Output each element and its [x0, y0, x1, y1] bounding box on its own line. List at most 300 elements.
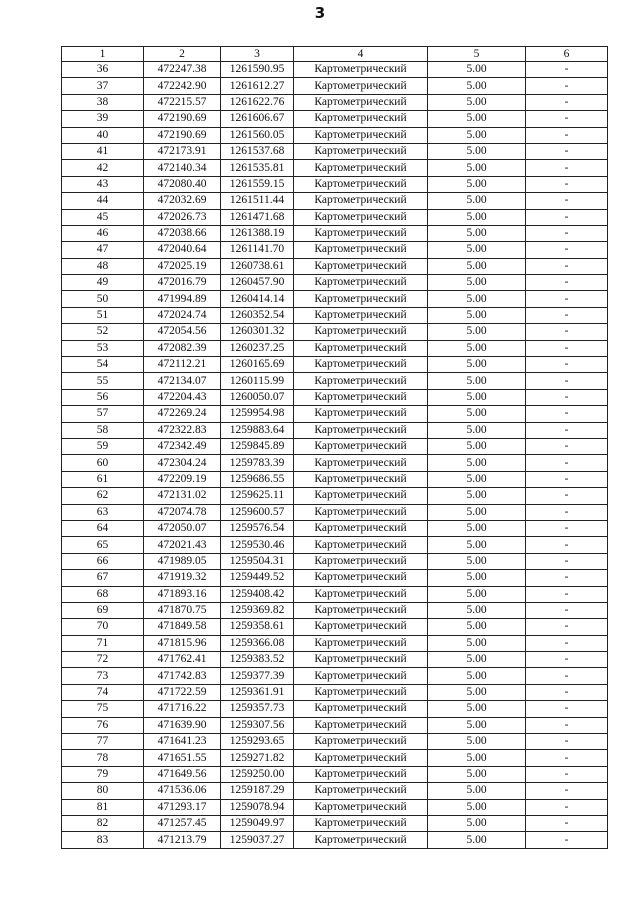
- y-coordinate-cell: 1259250.00: [221, 766, 294, 782]
- table-row: [62, 586, 608, 602]
- y-coordinate-cell: 1261560.05: [221, 127, 294, 143]
- accuracy-cell: 5.00: [428, 488, 526, 504]
- method-cell: Картометрический: [294, 734, 428, 750]
- accuracy-cell: 5.00: [428, 586, 526, 602]
- description-cell: -: [526, 258, 608, 274]
- accuracy-cell: 5.00: [428, 684, 526, 700]
- y-coordinate-cell: 1260301.32: [221, 324, 294, 340]
- description-cell: -: [526, 537, 608, 553]
- description-cell: -: [526, 78, 608, 94]
- x-coordinate-cell: 472025.19: [144, 258, 221, 274]
- point-number-cell: 74: [62, 684, 144, 700]
- method-cell: Картометрический: [294, 307, 428, 323]
- table-row: [62, 553, 608, 569]
- accuracy-cell: 5.00: [428, 127, 526, 143]
- accuracy-cell: 5.00: [428, 275, 526, 291]
- table-row: [62, 209, 608, 225]
- description-cell: -: [526, 225, 608, 241]
- table-row: [62, 455, 608, 471]
- table-row: [62, 799, 608, 815]
- description-cell: -: [526, 111, 608, 127]
- x-coordinate-cell: 471893.16: [144, 586, 221, 602]
- table-row: [62, 389, 608, 405]
- description-cell: -: [526, 389, 608, 405]
- method-cell: Картометрический: [294, 160, 428, 176]
- table-row: [62, 652, 608, 668]
- x-coordinate-cell: 472209.19: [144, 471, 221, 487]
- x-coordinate-cell: 472204.43: [144, 389, 221, 405]
- y-coordinate-cell: 1259078.94: [221, 799, 294, 815]
- x-coordinate-cell: 471742.83: [144, 668, 221, 684]
- point-number-cell: 73: [62, 668, 144, 684]
- point-number-cell: 81: [62, 799, 144, 815]
- description-cell: -: [526, 488, 608, 504]
- point-number-cell: 70: [62, 619, 144, 635]
- accuracy-cell: 5.00: [428, 373, 526, 389]
- x-coordinate-cell: 472269.24: [144, 406, 221, 422]
- point-number-cell: 38: [62, 94, 144, 110]
- y-coordinate-cell: 1260352.54: [221, 307, 294, 323]
- accuracy-cell: 5.00: [428, 242, 526, 258]
- table-row: [62, 62, 608, 78]
- description-cell: -: [526, 504, 608, 520]
- table-row: [62, 176, 608, 192]
- table-body: [62, 62, 608, 849]
- x-coordinate-cell: 472054.56: [144, 324, 221, 340]
- accuracy-cell: 5.00: [428, 438, 526, 454]
- accuracy-cell: 5.00: [428, 701, 526, 717]
- header-row: [62, 47, 608, 62]
- table-row: [62, 127, 608, 143]
- method-cell: Картометрический: [294, 537, 428, 553]
- table-row: [62, 471, 608, 487]
- table-row: [62, 766, 608, 782]
- accuracy-cell: 5.00: [428, 471, 526, 487]
- table-row: [62, 324, 608, 340]
- method-cell: Картометрический: [294, 143, 428, 159]
- x-coordinate-cell: 471716.22: [144, 701, 221, 717]
- y-coordinate-cell: 1259307.56: [221, 717, 294, 733]
- table-row: [62, 78, 608, 94]
- accuracy-cell: 5.00: [428, 734, 526, 750]
- point-number-cell: 78: [62, 750, 144, 766]
- description-cell: -: [526, 127, 608, 143]
- description-cell: -: [526, 799, 608, 815]
- x-coordinate-cell: 471815.96: [144, 635, 221, 651]
- x-coordinate-cell: 472016.79: [144, 275, 221, 291]
- description-cell: -: [526, 815, 608, 831]
- point-number-cell: 62: [62, 488, 144, 504]
- method-cell: Картометрический: [294, 291, 428, 307]
- column-header: 4: [294, 47, 428, 62]
- table-row: [62, 357, 608, 373]
- point-number-cell: 80: [62, 783, 144, 799]
- y-coordinate-cell: 1260457.90: [221, 275, 294, 291]
- description-cell: -: [526, 766, 608, 782]
- table-row: [62, 684, 608, 700]
- point-number-cell: 77: [62, 734, 144, 750]
- accuracy-cell: 5.00: [428, 193, 526, 209]
- accuracy-cell: 5.00: [428, 324, 526, 340]
- table-row: [62, 160, 608, 176]
- description-cell: -: [526, 455, 608, 471]
- description-cell: -: [526, 717, 608, 733]
- table-row: [62, 701, 608, 717]
- x-coordinate-cell: 472215.57: [144, 94, 221, 110]
- point-number-cell: 76: [62, 717, 144, 733]
- point-number-cell: 71: [62, 635, 144, 651]
- y-coordinate-cell: 1261590.95: [221, 62, 294, 78]
- point-number-cell: 69: [62, 602, 144, 618]
- description-cell: -: [526, 438, 608, 454]
- point-number-cell: 45: [62, 209, 144, 225]
- description-cell: -: [526, 406, 608, 422]
- y-coordinate-cell: 1261471.68: [221, 209, 294, 225]
- x-coordinate-cell: 472304.24: [144, 455, 221, 471]
- x-coordinate-cell: 471641.23: [144, 734, 221, 750]
- y-coordinate-cell: 1260165.69: [221, 357, 294, 373]
- y-coordinate-cell: 1259361.91: [221, 684, 294, 700]
- method-cell: Картометрический: [294, 586, 428, 602]
- x-coordinate-cell: 472140.34: [144, 160, 221, 176]
- y-coordinate-cell: 1261511.44: [221, 193, 294, 209]
- y-coordinate-cell: 1259625.11: [221, 488, 294, 504]
- method-cell: Картометрический: [294, 570, 428, 586]
- method-cell: Картометрический: [294, 258, 428, 274]
- point-number-cell: 57: [62, 406, 144, 422]
- y-coordinate-cell: 1261559.15: [221, 176, 294, 192]
- description-cell: -: [526, 783, 608, 799]
- y-coordinate-cell: 1259369.82: [221, 602, 294, 618]
- point-number-cell: 66: [62, 553, 144, 569]
- y-coordinate-cell: 1260738.61: [221, 258, 294, 274]
- x-coordinate-cell: 472247.38: [144, 62, 221, 78]
- x-coordinate-cell: 472050.07: [144, 520, 221, 536]
- x-coordinate-cell: 472032.69: [144, 193, 221, 209]
- method-cell: Картометрический: [294, 520, 428, 536]
- point-number-cell: 51: [62, 307, 144, 323]
- point-number-cell: 64: [62, 520, 144, 536]
- accuracy-cell: 5.00: [428, 717, 526, 733]
- table-row: [62, 225, 608, 241]
- point-number-cell: 65: [62, 537, 144, 553]
- table-row: [62, 504, 608, 520]
- method-cell: Картометрический: [294, 373, 428, 389]
- accuracy-cell: 5.00: [428, 357, 526, 373]
- x-coordinate-cell: 472190.69: [144, 127, 221, 143]
- description-cell: -: [526, 668, 608, 684]
- table-header: [62, 47, 608, 62]
- accuracy-cell: 5.00: [428, 668, 526, 684]
- method-cell: Картометрический: [294, 701, 428, 717]
- point-number-cell: 72: [62, 652, 144, 668]
- description-cell: -: [526, 62, 608, 78]
- accuracy-cell: 5.00: [428, 225, 526, 241]
- column-header: 2: [144, 47, 221, 62]
- point-number-cell: 83: [62, 832, 144, 848]
- y-coordinate-cell: 1259504.31: [221, 553, 294, 569]
- method-cell: Картометрический: [294, 340, 428, 356]
- description-cell: -: [526, 209, 608, 225]
- table-row: [62, 602, 608, 618]
- x-coordinate-cell: 472134.07: [144, 373, 221, 389]
- y-coordinate-cell: 1260050.07: [221, 389, 294, 405]
- y-coordinate-cell: 1260115.99: [221, 373, 294, 389]
- accuracy-cell: 5.00: [428, 291, 526, 307]
- y-coordinate-cell: 1261622.76: [221, 94, 294, 110]
- point-number-cell: 63: [62, 504, 144, 520]
- coordinates-table: [61, 46, 608, 849]
- table-row: [62, 668, 608, 684]
- table-row: [62, 275, 608, 291]
- point-number-cell: 55: [62, 373, 144, 389]
- x-coordinate-cell: 471536.06: [144, 783, 221, 799]
- point-number-cell: 61: [62, 471, 144, 487]
- x-coordinate-cell: 471870.75: [144, 602, 221, 618]
- y-coordinate-cell: 1259049.97: [221, 815, 294, 831]
- method-cell: Картометрический: [294, 815, 428, 831]
- description-cell: -: [526, 160, 608, 176]
- x-coordinate-cell: 472021.43: [144, 537, 221, 553]
- x-coordinate-cell: 471649.56: [144, 766, 221, 782]
- x-coordinate-cell: 471651.55: [144, 750, 221, 766]
- method-cell: Картометрический: [294, 422, 428, 438]
- method-cell: Картометрический: [294, 78, 428, 94]
- y-coordinate-cell: 1259600.57: [221, 504, 294, 520]
- y-coordinate-cell: 1259357.73: [221, 701, 294, 717]
- x-coordinate-cell: 471722.59: [144, 684, 221, 700]
- description-cell: -: [526, 307, 608, 323]
- table-row: [62, 734, 608, 750]
- y-coordinate-cell: 1261606.67: [221, 111, 294, 127]
- description-cell: -: [526, 94, 608, 110]
- method-cell: Картометрический: [294, 209, 428, 225]
- description-cell: -: [526, 422, 608, 438]
- description-cell: -: [526, 340, 608, 356]
- method-cell: Картометрический: [294, 406, 428, 422]
- point-number-cell: 43: [62, 176, 144, 192]
- accuracy-cell: 5.00: [428, 750, 526, 766]
- accuracy-cell: 5.00: [428, 307, 526, 323]
- y-coordinate-cell: 1259783.39: [221, 455, 294, 471]
- method-cell: Картометрический: [294, 127, 428, 143]
- table-row: [62, 307, 608, 323]
- table-row: [62, 783, 608, 799]
- table-row: [62, 193, 608, 209]
- table-row: [62, 143, 608, 159]
- table-row: [62, 520, 608, 536]
- table-row: [62, 111, 608, 127]
- y-coordinate-cell: 1261612.27: [221, 78, 294, 94]
- y-coordinate-cell: 1259845.89: [221, 438, 294, 454]
- y-coordinate-cell: 1259408.42: [221, 586, 294, 602]
- table-row: [62, 373, 608, 389]
- accuracy-cell: 5.00: [428, 143, 526, 159]
- accuracy-cell: 5.00: [428, 766, 526, 782]
- accuracy-cell: 5.00: [428, 258, 526, 274]
- method-cell: Картометрический: [294, 193, 428, 209]
- x-coordinate-cell: 472112.21: [144, 357, 221, 373]
- accuracy-cell: 5.00: [428, 619, 526, 635]
- method-cell: Картометрический: [294, 717, 428, 733]
- description-cell: -: [526, 275, 608, 291]
- accuracy-cell: 5.00: [428, 389, 526, 405]
- method-cell: Картометрический: [294, 783, 428, 799]
- y-coordinate-cell: 1259530.46: [221, 537, 294, 553]
- x-coordinate-cell: 472131.02: [144, 488, 221, 504]
- x-coordinate-cell: 472038.66: [144, 225, 221, 241]
- point-number-cell: 58: [62, 422, 144, 438]
- accuracy-cell: 5.00: [428, 422, 526, 438]
- method-cell: Картометрический: [294, 799, 428, 815]
- point-number-cell: 39: [62, 111, 144, 127]
- description-cell: -: [526, 373, 608, 389]
- y-coordinate-cell: 1259383.52: [221, 652, 294, 668]
- table-row: [62, 258, 608, 274]
- y-coordinate-cell: 1259954.98: [221, 406, 294, 422]
- x-coordinate-cell: 471213.79: [144, 832, 221, 848]
- method-cell: Картометрический: [294, 111, 428, 127]
- accuracy-cell: 5.00: [428, 160, 526, 176]
- accuracy-cell: 5.00: [428, 783, 526, 799]
- description-cell: -: [526, 652, 608, 668]
- y-coordinate-cell: 1260414.14: [221, 291, 294, 307]
- accuracy-cell: 5.00: [428, 635, 526, 651]
- x-coordinate-cell: 471849.58: [144, 619, 221, 635]
- description-cell: -: [526, 143, 608, 159]
- point-number-cell: 79: [62, 766, 144, 782]
- accuracy-cell: 5.00: [428, 799, 526, 815]
- method-cell: Картометрический: [294, 275, 428, 291]
- table-row: [62, 750, 608, 766]
- method-cell: Картометрический: [294, 652, 428, 668]
- x-coordinate-cell: 472342.49: [144, 438, 221, 454]
- column-header: 6: [526, 47, 608, 62]
- y-coordinate-cell: 1259293.65: [221, 734, 294, 750]
- accuracy-cell: 5.00: [428, 209, 526, 225]
- description-cell: -: [526, 570, 608, 586]
- method-cell: Картометрический: [294, 602, 428, 618]
- method-cell: Картометрический: [294, 357, 428, 373]
- y-coordinate-cell: 1259358.61: [221, 619, 294, 635]
- x-coordinate-cell: 472040.64: [144, 242, 221, 258]
- method-cell: Картометрический: [294, 389, 428, 405]
- point-number-cell: 59: [62, 438, 144, 454]
- method-cell: Картометрический: [294, 62, 428, 78]
- accuracy-cell: 5.00: [428, 520, 526, 536]
- x-coordinate-cell: 472322.83: [144, 422, 221, 438]
- accuracy-cell: 5.00: [428, 537, 526, 553]
- description-cell: -: [526, 635, 608, 651]
- y-coordinate-cell: 1261141.70: [221, 242, 294, 258]
- point-number-cell: 47: [62, 242, 144, 258]
- point-number-cell: 46: [62, 225, 144, 241]
- description-cell: -: [526, 750, 608, 766]
- x-coordinate-cell: 471989.05: [144, 553, 221, 569]
- point-number-cell: 67: [62, 570, 144, 586]
- description-cell: -: [526, 242, 608, 258]
- x-coordinate-cell: 471293.17: [144, 799, 221, 815]
- y-coordinate-cell: 1259366.08: [221, 635, 294, 651]
- y-coordinate-cell: 1259377.39: [221, 668, 294, 684]
- table-row: [62, 570, 608, 586]
- y-coordinate-cell: 1259576.54: [221, 520, 294, 536]
- method-cell: Картометрический: [294, 176, 428, 192]
- point-number-cell: 52: [62, 324, 144, 340]
- description-cell: -: [526, 832, 608, 848]
- y-coordinate-cell: 1259883.64: [221, 422, 294, 438]
- accuracy-cell: 5.00: [428, 832, 526, 848]
- method-cell: Картометрический: [294, 750, 428, 766]
- table-row: [62, 488, 608, 504]
- x-coordinate-cell: 472026.73: [144, 209, 221, 225]
- y-coordinate-cell: 1259037.27: [221, 832, 294, 848]
- point-number-cell: 44: [62, 193, 144, 209]
- description-cell: -: [526, 684, 608, 700]
- x-coordinate-cell: 471639.90: [144, 717, 221, 733]
- accuracy-cell: 5.00: [428, 62, 526, 78]
- accuracy-cell: 5.00: [428, 111, 526, 127]
- accuracy-cell: 5.00: [428, 176, 526, 192]
- point-number-cell: 36: [62, 62, 144, 78]
- method-cell: Картометрический: [294, 553, 428, 569]
- x-coordinate-cell: 471994.89: [144, 291, 221, 307]
- point-number-cell: 56: [62, 389, 144, 405]
- description-cell: -: [526, 357, 608, 373]
- x-coordinate-cell: 471762.41: [144, 652, 221, 668]
- description-cell: -: [526, 291, 608, 307]
- y-coordinate-cell: 1259187.29: [221, 783, 294, 799]
- table-row: [62, 291, 608, 307]
- method-cell: Картометрический: [294, 635, 428, 651]
- description-cell: -: [526, 586, 608, 602]
- y-coordinate-cell: 1259271.82: [221, 750, 294, 766]
- x-coordinate-cell: 472190.69: [144, 111, 221, 127]
- method-cell: Картометрический: [294, 488, 428, 504]
- accuracy-cell: 5.00: [428, 652, 526, 668]
- point-number-cell: 40: [62, 127, 144, 143]
- accuracy-cell: 5.00: [428, 504, 526, 520]
- description-cell: -: [526, 193, 608, 209]
- accuracy-cell: 5.00: [428, 406, 526, 422]
- y-coordinate-cell: 1259686.55: [221, 471, 294, 487]
- x-coordinate-cell: 472082.39: [144, 340, 221, 356]
- method-cell: Картометрический: [294, 471, 428, 487]
- point-number-cell: 41: [62, 143, 144, 159]
- point-number-cell: 82: [62, 815, 144, 831]
- accuracy-cell: 5.00: [428, 553, 526, 569]
- point-number-cell: 48: [62, 258, 144, 274]
- y-coordinate-cell: 1261537.68: [221, 143, 294, 159]
- accuracy-cell: 5.00: [428, 815, 526, 831]
- method-cell: Картометрический: [294, 455, 428, 471]
- column-header: 1: [62, 47, 144, 62]
- table-row: [62, 635, 608, 651]
- table-row: [62, 438, 608, 454]
- x-coordinate-cell: 472173.91: [144, 143, 221, 159]
- table-row: [62, 340, 608, 356]
- method-cell: Картометрический: [294, 504, 428, 520]
- point-number-cell: 49: [62, 275, 144, 291]
- accuracy-cell: 5.00: [428, 602, 526, 618]
- x-coordinate-cell: 471257.45: [144, 815, 221, 831]
- y-coordinate-cell: 1260237.25: [221, 340, 294, 356]
- table-row: [62, 242, 608, 258]
- x-coordinate-cell: 472080.40: [144, 176, 221, 192]
- x-coordinate-cell: 472242.90: [144, 78, 221, 94]
- method-cell: Картометрический: [294, 619, 428, 635]
- point-number-cell: 37: [62, 78, 144, 94]
